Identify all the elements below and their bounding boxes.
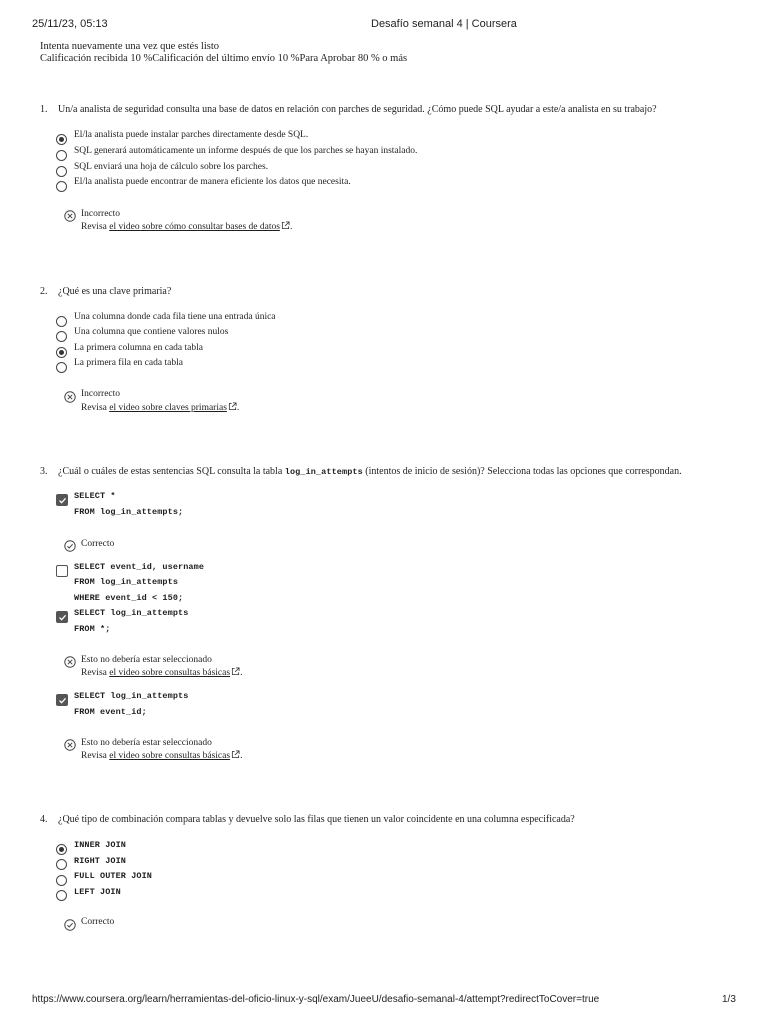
radio-button[interactable] [56, 181, 67, 192]
option-label: FULL OUTER JOIN [74, 871, 153, 881]
option-label: La primera columna en cada tabla [74, 343, 203, 353]
feedback-review [81, 667, 242, 679]
code-line: FROM *; [74, 624, 111, 634]
code-line: FROM event_id; [74, 707, 147, 717]
radio-button[interactable] [56, 890, 67, 901]
option-label: RIGHT JOIN [74, 856, 127, 866]
checkbox-checked[interactable] [56, 694, 68, 706]
question-text-before: ¿Cuál o cuáles de estas sentencias SQL consulta la tabla [58, 466, 285, 477]
checkbox-checked[interactable] [56, 494, 68, 506]
option-label: El/la analista puede encontrar de manera eficiente los datos que necesita. [74, 177, 351, 187]
code-line: SELECT * [74, 491, 116, 501]
radio-button[interactable] [56, 362, 67, 373]
question-text-after: (intentos de inicio de sesión)? Selecciona todas las opciones que correspondan. [362, 466, 682, 477]
question-number: 3. [40, 466, 48, 477]
feedback-prefix: Revisa [81, 222, 110, 232]
option-label: Una columna que contiene valores nulos [74, 327, 229, 337]
radio-button[interactable] [56, 859, 67, 870]
feedback-status: Correcto [81, 539, 115, 549]
radio-button[interactable] [56, 150, 67, 161]
review-video-link[interactable]: el video sobre claves primarias [109, 403, 227, 413]
radio-button[interactable] [56, 875, 67, 886]
feedback-suffix: . [236, 403, 240, 413]
x-circle-icon [64, 391, 76, 403]
x-circle-icon [64, 656, 76, 668]
radio-button[interactable] [56, 166, 67, 177]
question-number: 2. [40, 286, 48, 297]
external-link-icon [231, 750, 243, 761]
radio-button-selected[interactable] [56, 844, 67, 855]
option-label: El/la analista puede instalar parches directamente desde SQL. [74, 130, 309, 140]
radio-button[interactable] [56, 316, 67, 327]
option-label: La primera fila en cada tabla [74, 358, 183, 368]
checkmark-icon [58, 496, 67, 505]
option-label: INNER JOIN [74, 840, 127, 850]
feedback-status: Incorrecto [81, 209, 121, 219]
checkbox[interactable] [56, 565, 68, 577]
code-line: SELECT log_in_attempts [74, 608, 189, 618]
retry-message: Intenta nuevamente una vez que estés listo [40, 41, 220, 52]
question-number: 4. [40, 814, 48, 825]
print-datetime: 25/11/23, 05:13 [32, 18, 108, 30]
print-page-title: Desafío semanal 4 | Coursera [371, 18, 517, 30]
feedback-review [81, 221, 292, 233]
check-circle-icon [64, 540, 76, 552]
grades-summary: Calificación recibida 10 %Calificación del último envío 10 %Para Aprobar 80 % o más [40, 53, 408, 64]
check-circle-icon [64, 919, 76, 931]
feedback-suffix: . [240, 751, 243, 761]
feedback-status: Incorrecto [81, 389, 121, 399]
code-line: FROM log_in_attempts; [74, 507, 184, 517]
feedback-prefix: Revisa [81, 751, 110, 761]
checkbox-checked[interactable] [56, 611, 68, 623]
table-name-code: log_in_attempts [284, 467, 363, 477]
radio-button-selected[interactable] [56, 134, 67, 145]
question-text: Un/a analista de seguridad consulta una base de datos en relación con parches de seguridad. ¿Cómo puede SQL ayudar a este/a analista en su trabajo? [58, 104, 657, 115]
feedback-review [81, 402, 239, 414]
feedback-prefix: Revisa [81, 668, 110, 678]
option-label: SQL generará automáticamente un informe después de que los parches se hayan instalado. [74, 146, 418, 156]
feedback-status: Esto no debería estar seleccionado [81, 738, 212, 748]
option-label: LEFT JOIN [74, 887, 121, 897]
question-number: 1. [40, 104, 48, 115]
question-text: ¿Qué es una clave primaria? [58, 286, 172, 297]
external-link-icon [281, 221, 293, 232]
radio-button[interactable] [56, 331, 67, 342]
question-text: ¿Qué tipo de combinación compara tablas y devuelve solo las filas que tienen un valor coincidente en una columna especificada? [58, 814, 575, 825]
external-link-icon [231, 667, 243, 678]
feedback-status: Correcto [81, 917, 115, 927]
radio-button-selected[interactable] [56, 347, 67, 358]
review-video-link[interactable]: el video sobre consultas básicas [109, 668, 231, 678]
option-label: SQL enviará una hoja de cálculo sobre los parches. [74, 162, 269, 172]
code-line: FROM log_in_attempts [74, 577, 179, 587]
checkmark-icon [58, 613, 67, 622]
question-text [58, 466, 682, 477]
option-label: Una columna donde cada fila tiene una entrada única [74, 312, 276, 322]
feedback-suffix: . [289, 222, 293, 232]
code-line: SELECT event_id, username [74, 562, 205, 572]
feedback-review [81, 750, 242, 762]
print-page-number: 1/3 [722, 994, 736, 1005]
code-line: SELECT log_in_attempts [74, 691, 189, 701]
external-link-icon [228, 402, 240, 413]
feedback-status: Esto no debería estar seleccionado [81, 655, 212, 665]
x-circle-icon [64, 210, 76, 222]
x-circle-icon [64, 739, 76, 751]
feedback-prefix: Revisa [81, 403, 110, 413]
code-line: WHERE event_id < 150; [74, 593, 184, 603]
print-url: https://www.coursera.org/learn/herramientas-del-oficio-linux-y-sql/exam/JueeU/desafio-semanal-4/attempt?redirectToCover=true [32, 994, 600, 1005]
review-video-link[interactable]: el video sobre cómo consultar bases de datos [109, 222, 280, 232]
review-video-link[interactable]: el video sobre consultas básicas [109, 751, 231, 761]
checkmark-icon [58, 696, 67, 705]
feedback-suffix: . [240, 668, 243, 678]
